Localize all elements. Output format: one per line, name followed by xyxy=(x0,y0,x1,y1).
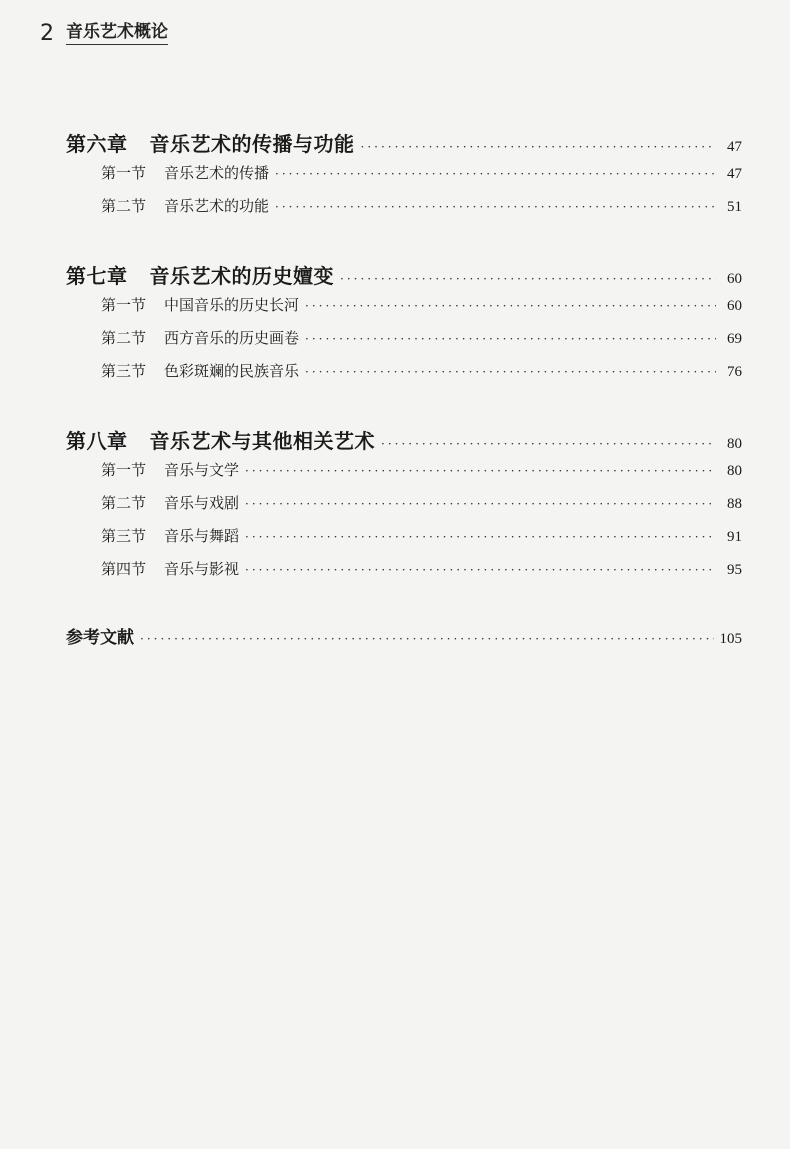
page-ref: 60 xyxy=(727,271,742,287)
chapter-number: 第八章 xyxy=(66,429,128,453)
section-number: 第一节 xyxy=(101,296,147,314)
section-number: 第一节 xyxy=(101,164,147,182)
dot-leader xyxy=(245,464,716,478)
page-ref: 91 xyxy=(727,529,742,545)
section-entry[interactable] xyxy=(66,558,742,591)
page-number: 2 xyxy=(40,21,54,46)
section-entry[interactable] xyxy=(66,162,742,195)
section-number: 第二节 xyxy=(101,494,147,512)
page-ref: 60 xyxy=(727,298,742,314)
section-title: 音乐与影视 xyxy=(164,560,240,578)
dot-leader xyxy=(245,530,716,544)
page-ref: 80 xyxy=(727,436,742,452)
section-entry[interactable] xyxy=(66,525,742,558)
section-title: 西方音乐的历史画卷 xyxy=(164,329,300,347)
chapter-entry[interactable] xyxy=(66,260,742,294)
section-number: 第三节 xyxy=(101,527,147,545)
section-number: 第一节 xyxy=(101,461,147,479)
chapter-number: 第七章 xyxy=(66,264,128,288)
book-title: 音乐艺术概论 xyxy=(66,22,168,45)
chapter-number: 第六章 xyxy=(66,132,128,156)
chapter-entry[interactable] xyxy=(66,425,742,459)
dot-leader xyxy=(245,497,716,511)
section-title: 音乐艺术的功能 xyxy=(164,197,270,215)
table-of-contents xyxy=(66,128,742,657)
section-title: 中国音乐的历史长河 xyxy=(164,296,300,314)
running-header xyxy=(40,22,168,45)
chapter-8 xyxy=(66,425,742,591)
dot-leader xyxy=(275,167,716,181)
dot-leader xyxy=(340,272,716,286)
section-title: 色彩斑斓的民族音乐 xyxy=(164,362,300,380)
page-ref: 47 xyxy=(727,139,742,155)
section-title: 音乐艺术的传播 xyxy=(164,164,270,182)
chapter-title: 音乐艺术的传播与功能 xyxy=(149,132,355,156)
page-ref: 47 xyxy=(727,166,742,182)
chapter-title: 音乐艺术与其他相关艺术 xyxy=(149,429,375,453)
section-title: 音乐与戏剧 xyxy=(164,494,240,512)
section-number: 第二节 xyxy=(101,329,147,347)
section-number: 第二节 xyxy=(101,197,147,215)
dot-leader xyxy=(305,365,716,379)
page-ref: 51 xyxy=(727,199,742,215)
chapter-entry[interactable] xyxy=(66,128,742,162)
section-entry[interactable] xyxy=(66,360,742,393)
page-ref: 95 xyxy=(727,562,742,578)
section-title: 音乐与文学 xyxy=(164,461,240,479)
section-entry[interactable] xyxy=(66,492,742,525)
chapter-6 xyxy=(66,128,742,228)
section-entry[interactable] xyxy=(66,459,742,492)
section-number: 第三节 xyxy=(101,362,147,380)
section-entry[interactable] xyxy=(66,294,742,327)
page-ref: 69 xyxy=(727,331,742,347)
references-title: 参考文献 xyxy=(66,628,134,648)
dot-leader xyxy=(305,299,716,313)
dot-leader xyxy=(275,200,716,214)
section-entry[interactable] xyxy=(66,327,742,360)
dot-leader xyxy=(305,332,716,346)
page-ref: 76 xyxy=(727,364,742,380)
page-ref: 80 xyxy=(727,463,742,479)
dot-leader xyxy=(140,632,714,646)
page-ref: 105 xyxy=(719,631,742,647)
dot-leader xyxy=(245,563,716,577)
page-ref: 88 xyxy=(727,496,742,512)
section-title: 音乐与舞蹈 xyxy=(164,527,240,545)
section-number: 第四节 xyxy=(101,560,147,578)
chapter-title: 音乐艺术的历史嬗变 xyxy=(149,264,334,288)
section-entry[interactable] xyxy=(66,195,742,228)
dot-leader xyxy=(361,140,717,154)
references-entry[interactable] xyxy=(66,623,742,657)
dot-leader xyxy=(381,437,716,451)
chapter-7 xyxy=(66,260,742,393)
